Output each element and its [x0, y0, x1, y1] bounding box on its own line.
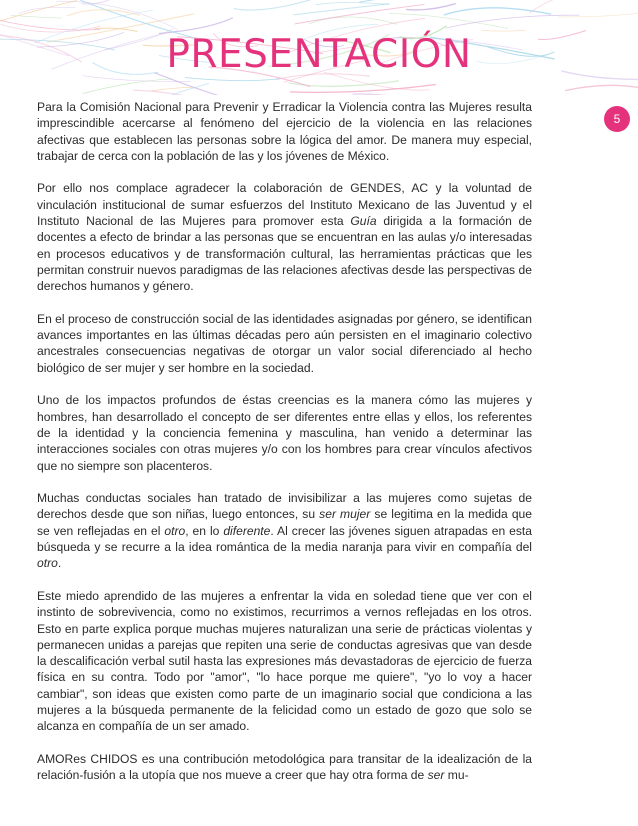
scribble-line	[406, 4, 456, 10]
scribble-line	[309, 17, 397, 24]
page-title: PRESENTACIÓN	[166, 32, 472, 77]
scribble-line	[565, 85, 638, 90]
body-text	[37, 99, 532, 800]
paragraph: Por ello nos complace agradecer la colaboración de GENDES, AC y la voluntad de vinculación institucional de sumar esfuerzos del Instituto Mexicano de las Juventud y el Instituto Nacional de las Mujeres para promover esta Guía dirigida a la formación de docentes a efecto de brindar a las personas que se encuentran en las aulas y/o interesadas en procesos educativos y de transformación cultural, las herramientas prácticas que les permitan construir nuevos paradigmas de las relaciones afectivas desde las perspectivas de derechos humanos y género.	[37, 181, 532, 294]
paragraph: Uno de los impactos profundos de éstas creencias es la manera cómo las mujeres y hombres, han desarrollado el concepto de ser diferentes entre ellas y ellos, los referentes de la identidad y la conciencia femenina y masculina, han venido a determinar las interacciones sociales con otras mujeres y/o con los hombres para crear vínculos afectivos que no siempre son placenteros.	[37, 393, 532, 473]
scribble-line	[133, 90, 200, 95]
paragraph: Este miedo aprendido de las mujeres a enfrentar la vida en soledad tiene que ver con el instinto de sobrevivencia, como no existimos, recurrimos a vernos reflejadas en los otros. Esto en parte explica porque muchas mujeres naturalizan una serie de prácticas violentas y permanecen unidas a parejas que repiten una serie de conductas agresivas que van desde la descalificación verbal sutil hasta las expresiones más devastadoras de ejercicio de fuerza física en su contra. Todo por "amor", "lo hace porque me quiere", "yo lo voy a hacer cambiar", son ideas que existen como parte de un imaginario social que condiciona a las mujeres a la búsqueda permanente de la felicidad como un estado de gozo que solo se alcanza en compañía de un ser amado.	[37, 588, 532, 734]
scribble-line	[56, 1, 177, 29]
paragraph: AMORes CHIDOS es una contribución metodológica para transitar de la idealización de la relación-fusión a la utopía que nos mueve a creer que hay otra forma de ser mu-	[37, 751, 532, 783]
scribble-line	[172, 83, 209, 94]
paragraph: Para la Comisión Nacional para Prevenir y Erradicar la Violencia contra las Mujeres resulta imprescindible acercarse al fenómeno del ejercicio de la violencia en las relaciones afectivas que establecen las personas sobre la lógica del amor. De manera muy especial, trabajar de cerca con la población de las y los jóvenes de México.	[37, 100, 532, 163]
scribble-line	[0, 1, 77, 30]
scribble-line	[11, 15, 62, 18]
scribble-line	[234, 0, 333, 10]
scribble-line	[185, 78, 280, 81]
paragraph: Muchas conductas sociales han tratado de invisibilizar a las mujeres como sujetas de derechos desde que son niñas, luego entonces, su ser mujer se legitima en la medida que se ven reflejadas en el otro, en lo diferente. Al crecer las jóvenes siguen atrapadas en esta búsqueda y se recurre a la idea romántica de la media naranja para vivir en compañía del otro.	[37, 491, 533, 571]
paragraph: En el proceso de construcción social de las identidades asignadas por género, se identifican avances importantes en las últimas décadas pero aún persisten en el imaginario colectivo ancestrales consecuencias negativas de otorgar un valor social diferenciado al hecho biológico de ser mujer y ser hombre en la sociedad.	[37, 311, 532, 375]
scribble-line	[482, 30, 525, 31]
page-number-badge: 5	[604, 106, 630, 132]
scribble-line	[352, 94, 462, 95]
scribble-line	[359, 0, 437, 2]
scribble-line	[293, 4, 389, 15]
